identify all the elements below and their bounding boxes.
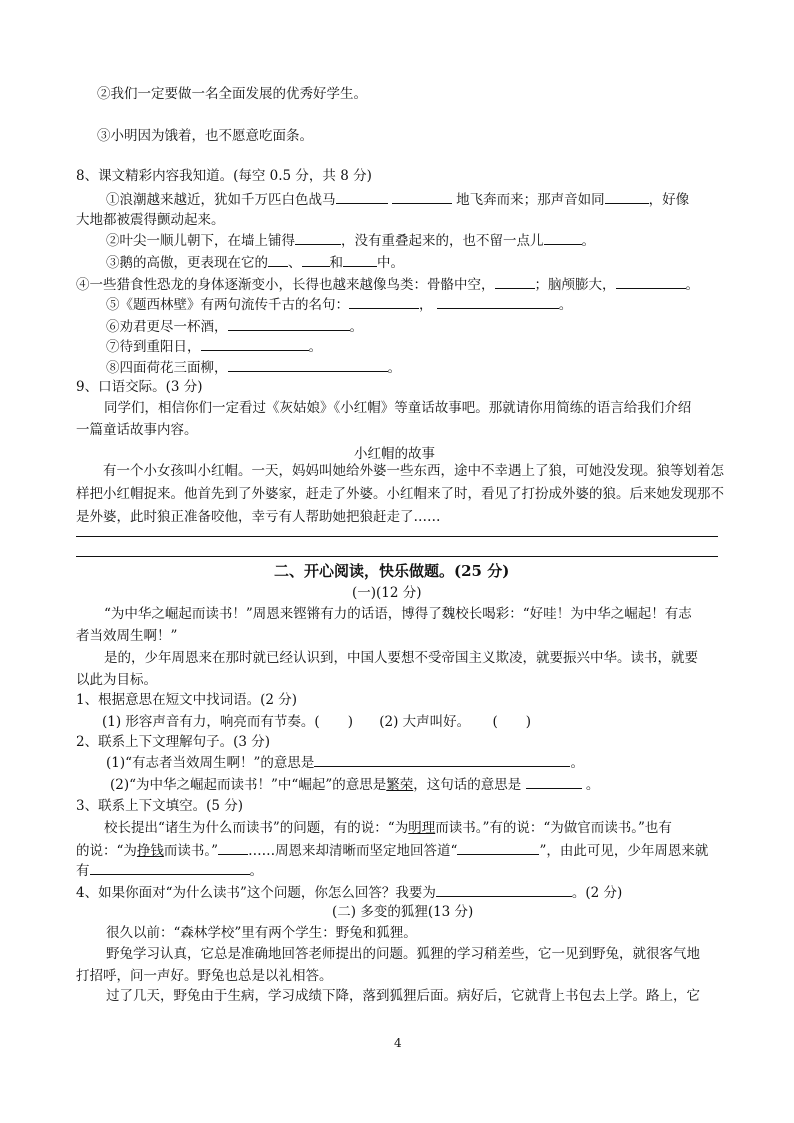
blank[interactable] (616, 274, 686, 289)
q8-item-1-cont: 大地都被震得颤动起来。 (76, 212, 225, 228)
q8-item-4: ④一些猎食性恐龙的身体逐渐变小，长得也越来越像鸟类：骨骼中空， ；脑颅膨大， 。 (76, 274, 699, 295)
blank[interactable] (605, 189, 649, 204)
q2-title: 2、联系上下文理解句子。(3 分) (76, 734, 271, 750)
q2-item-2: (2)“为中华之崛起而读书！”中“崛起”的意思是繁荣，这句话的意思是 。 (110, 774, 599, 795)
q1-title: 1、根据意思在短文中找词语。(2 分) (76, 692, 298, 708)
q9-title: 9、口语交际。(3 分) (76, 379, 203, 395)
blank[interactable] (302, 252, 330, 267)
q3-title: 3、联系上下文填空。(5 分) (76, 798, 244, 814)
blank[interactable] (268, 252, 288, 267)
passage-1-line: “为中华之崛起而读书！”周恩来铿锵有力的话语，博得了魏校长喝彩：“好哇！为中华之崛起！有志 (104, 606, 692, 622)
page-number: 4 (394, 1036, 402, 1050)
q3-line-3: 有 。 (76, 860, 263, 881)
blank[interactable] (228, 316, 350, 331)
blank[interactable] (218, 840, 248, 855)
q8-item-5: ⑤《题西林壁》有两句流传千古的名句： ， 。 (106, 294, 572, 315)
blank[interactable] (392, 189, 452, 204)
blank[interactable] (457, 840, 539, 855)
blank[interactable] (437, 294, 559, 309)
q2-item-1: (1)“有志者当效周生啊！”的意思是 。 (106, 752, 584, 773)
q4: 4、如果你面对“为什么读书”这个问题，你怎么回答？我要为 。(2 分) (76, 882, 622, 903)
story-text: 有一个小女孩叫小红帽。一天，妈妈叫她给外婆一些东西，途中不幸遇上了狼，可她没发现。狼等划着怎样把小红帽捉来。他首先到了外婆家，赶走了外婆。小红帽来了时，看见了打扮成外婆的狼。后来她发现那不是外婆，此时狼正准备咬他，幸亏有人帮助她把狼赶走了…… (76, 463, 724, 525)
blank[interactable] (336, 189, 388, 204)
q3-line-1: 校长提出“诸生为什么而读书”的问题，有的说：“为明理而读书。”有的说：“为做官而读书。”也有 (104, 820, 672, 836)
blank[interactable] (436, 882, 572, 897)
answer-line[interactable] (76, 556, 718, 557)
blank[interactable] (349, 294, 419, 309)
story-title: 小红帽的故事 (354, 446, 435, 462)
passage-1-title: (一)(12 分) (352, 585, 422, 601)
q3-line-2: 的说：“为挣钱而读书。” ……周恩来却清晰而坚定地回答道“ ”，由此可见，少年周恩来就 (76, 840, 708, 861)
passage-1-line: 者当效周生啊！” (76, 628, 178, 644)
answer-line[interactable] (76, 536, 718, 537)
blank[interactable] (495, 274, 535, 289)
blank[interactable] (90, 860, 250, 875)
blank[interactable] (201, 336, 309, 351)
section-2-heading: 二、开心阅读，快乐做题。(25 分) (274, 562, 510, 580)
passage-2-title: (二) 多变的狐狸(13 分) (332, 904, 474, 920)
passage-1-line: 以此为目标。 (76, 672, 157, 688)
blank[interactable] (314, 752, 570, 767)
q8-item-6: ⑥劝君更尽一杯酒， 。 (106, 316, 363, 337)
blank[interactable] (228, 357, 388, 372)
q9-intro-cont: 一篇童话故事内容。 (76, 422, 198, 438)
q8-item-3: ③鹅的高傲，更表现在它的 、 和 中。 (106, 252, 404, 273)
q8-item-7: ⑦待到重阳日， 。 (106, 336, 322, 357)
blank[interactable] (343, 252, 377, 267)
passage-2-line: 打招呼，问一声好。野兔也总是以礼相答。 (76, 968, 333, 984)
passage-1-line: 是的，少年周恩来在那时就已经认识到，中国人要想不受帝国主义欺凌，就要振兴中华。读书，就要 (104, 650, 698, 666)
q8-item-8: ⑧四面荷花三面柳， 。 (106, 357, 401, 378)
sentence-2: ②我们一定要做一名全面发展的优秀好学生。 (97, 86, 367, 102)
blank[interactable] (526, 774, 582, 789)
passage-2-line: 过了几天，野兔由于生病，学习成绩下降，落到狐狸后面。病好后，它就背上书包去上学。路上，它 (106, 988, 700, 1004)
q8-title: 8、课文精彩内容我知道。(每空 0.5 分，共 8 分) (76, 168, 372, 184)
blank[interactable] (295, 230, 341, 245)
passage-2-line: 野兔学习认真，它总是准确地回答老师提出的问题。狐狸的学习稍差些，它一见到野兔，就很客气地 (106, 946, 700, 962)
q8-item-1: ①浪潮越来越近，犹如千万匹白色战马 地飞奔而来；那声音如同 ，好像 (106, 189, 689, 210)
blank[interactable] (544, 230, 582, 245)
sentence-3: ③小明因为饿着，也不愿意吃面条。 (97, 128, 313, 144)
passage-2-line: 很久以前：“森林学校”里有两个学生：野兔和狐狸。 (106, 925, 417, 941)
q1-items: (1) 形容声音有力，响亮而有节奏。( ) (2) 大声叫好。 ( ) (102, 714, 532, 730)
q9-intro: 同学们，相信你们一定看过《灰姑娘》《小红帽》等童话故事吧。那就请你用简练的语言给我们介绍 (104, 400, 692, 416)
q8-item-2: ②叶尖一顺儿朝下，在墙上铺得 ，没有重叠起来的，也不留一点儿 。 (106, 230, 595, 251)
